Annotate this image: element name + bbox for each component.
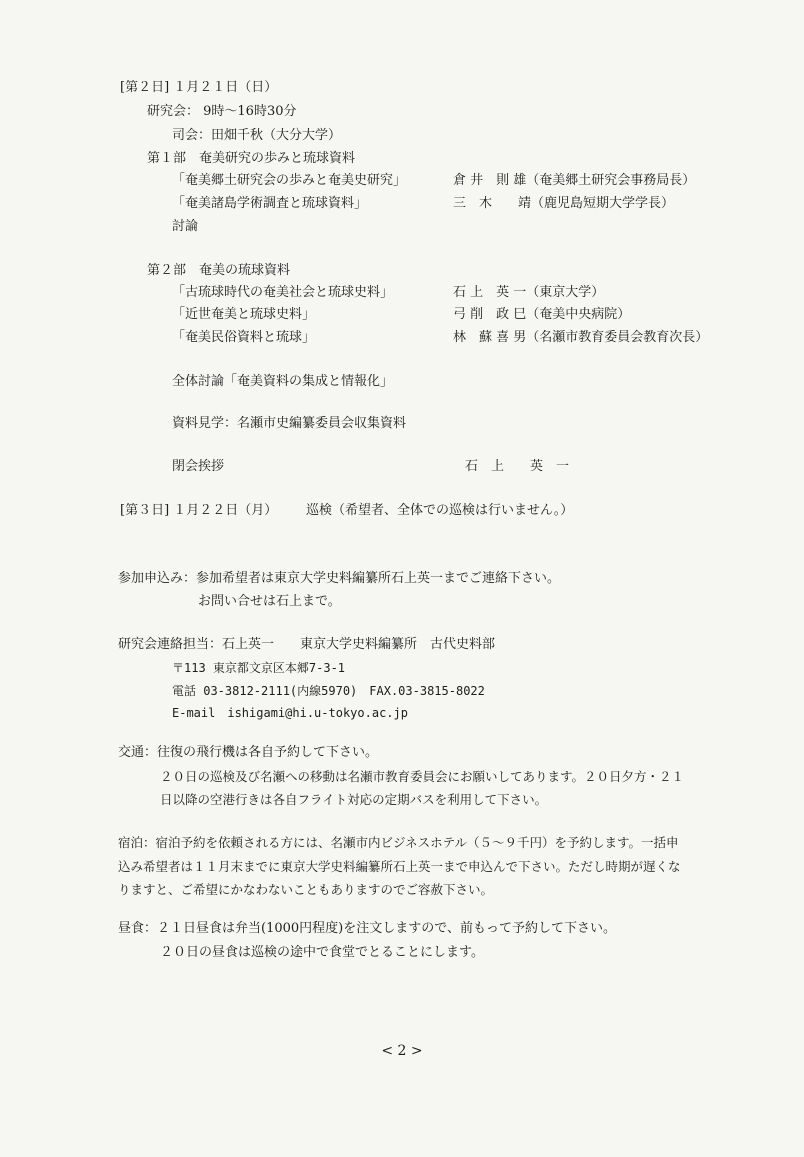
part1-title: 第１部 奄美研究の歩みと琉球資料	[147, 151, 356, 166]
transport-line2: ２０日の巡検及び名瀬への移動は名瀬市教育委員会にお願いしてあります。２０日夕方・２１	[160, 769, 685, 784]
day3-text: 巡検（希望者、全体での巡検は行いません。）	[306, 503, 574, 518]
application-line1: 参加申込み：参加希望者は東京大学史料編纂所石上英一までご連絡下さい。	[118, 571, 561, 586]
page-number: < 2 >	[381, 1043, 423, 1059]
part1-talk1-speaker: 倉 井 則 雄（奄美郷土研究会事務局長）	[453, 173, 696, 188]
part1-talk1-title: 「奄美郷土研究会の歩みと奄美史研究」	[172, 173, 407, 188]
part1-talk2-title: 「奄美諸島学術調査と琉球資料」	[172, 196, 368, 211]
transport-line3: 日以降の空港行きは各自フライト対応の定期バスを利用して下さい。	[160, 792, 548, 807]
contact-line1: 研究会連絡担当：石上英一 東京大学史料編纂所 古代史料部	[118, 637, 496, 652]
part2-title: 第２部 奄美の琉球資料	[147, 263, 291, 278]
chair: 司会：田畑千秋（大分大学）	[172, 128, 342, 143]
part1-talk2-speaker: 三 木 靖（鹿児島短期大学学長）	[453, 196, 675, 211]
closing-speaker: 石 上 英 一	[465, 459, 570, 474]
material-tour: 資料見学：名瀬市史編纂委員会収集資料	[172, 416, 407, 431]
general-discussion: 全体討論「奄美資料の集成と情報化」	[172, 374, 394, 389]
part2-talk2-speaker: 弓 削 政 巳（奄美中央病院）	[453, 307, 631, 322]
contact-phone: 電話 03-3812-2111(内線5970) FAX.03-3815-8022	[172, 684, 485, 698]
lunch-line2: ２０日の昼食は巡検の途中で食堂でとることにします。	[160, 945, 484, 960]
part1-discussion: 討論	[172, 219, 199, 234]
session-time: 研究会： 9時～16時30分	[147, 104, 297, 119]
part2-talk3-speaker: 林 蘇 喜 男（名瀬市教育委員会教育次長）	[453, 330, 709, 345]
part2-talk2-title: 「近世奄美と琉球史料」	[172, 307, 316, 322]
contact-address: 〒113 東京都文京区本郷7-3-1	[172, 661, 346, 675]
lodging-line2: 込み希望者は１１月末までに東京大学史料編纂所石上英一まで申込んで下さい。ただし時期が遅くな	[118, 859, 681, 874]
closing-label: 閉会挨拶	[172, 459, 225, 474]
part2-talk1-title: 「古琉球時代の奄美社会と琉球史料」	[172, 285, 394, 300]
lodging-line3: りますと、ご希望にかなわないこともありますのでご容赦下さい。	[118, 882, 494, 897]
transport-line1: 交通：往復の飛行機は各自予約して下さい。	[118, 745, 379, 760]
part2-talk1-speaker: 石 上 英 一（東京大学）	[453, 285, 605, 300]
day2-heading: [第２日] １月２１日（日）	[120, 80, 278, 95]
lodging-line1: 宿泊：宿泊予約を依頼される方には、名瀬市内ビジネスホテル（５～９千円）を予約します。一括申	[118, 835, 679, 850]
part2-talk3-title: 「奄美民俗資料と琉球」	[172, 330, 316, 345]
lunch-line1: 昼食：２１日昼食は弁当(1000円程度)を注文しますので、前もって予約して下さい。	[118, 921, 616, 936]
contact-email: E-mail ishigami@hi.u-tokyo.ac.jp	[172, 706, 408, 720]
application-line2: お問い合せは石上まで。	[198, 594, 341, 609]
day3-heading: [第３日] １月２２日（月）	[120, 503, 278, 518]
